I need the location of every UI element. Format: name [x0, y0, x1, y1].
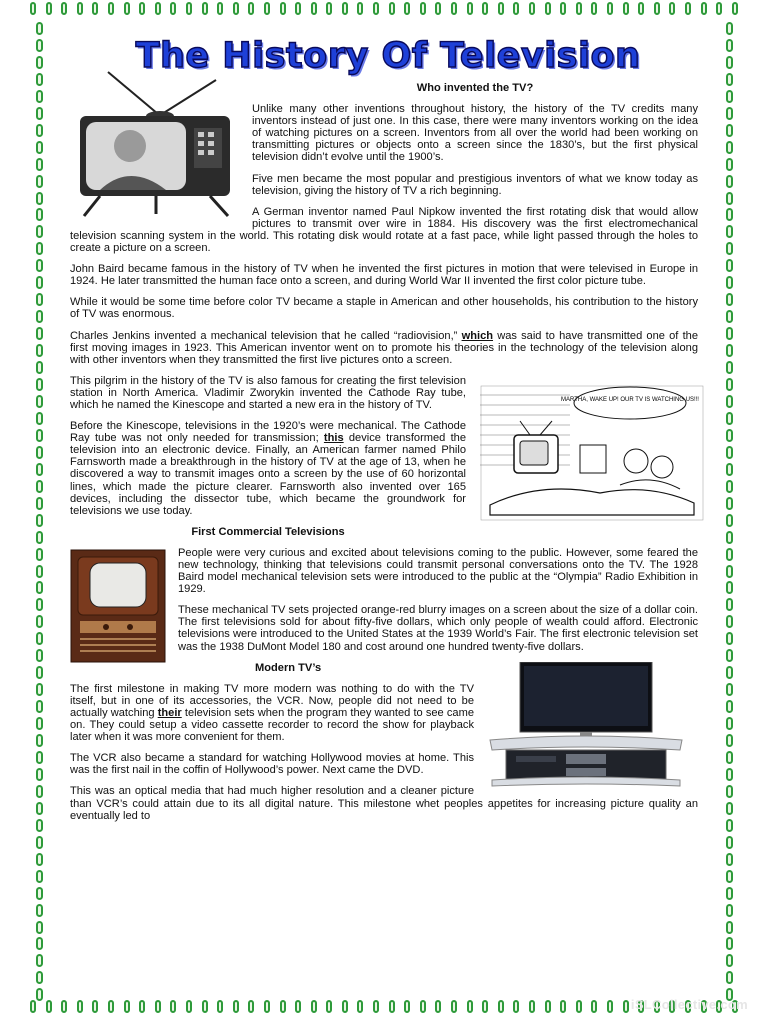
border-clip [36, 581, 43, 594]
border-clip [726, 937, 733, 950]
border-clip [170, 1000, 176, 1013]
border-clip [36, 548, 43, 561]
border-clip [295, 2, 301, 15]
cartoon-speech-text: MARTHA, WAKE UP! OUR TV IS WATCHING US!!! [561, 396, 699, 403]
paragraph: The VCR also became a standard for watching Hollywood movies at home. This was the first nail in the coffin of Hollywood’s power. Next came the DVD. [70, 752, 474, 777]
border-clip [726, 73, 733, 86]
border-clip [36, 56, 43, 69]
border-clip [726, 802, 733, 815]
border-clip [264, 2, 270, 15]
border-clip [726, 192, 733, 205]
border-clip [467, 2, 473, 15]
right-border [726, 22, 740, 1002]
border-clip [638, 2, 644, 15]
border-clip [36, 870, 43, 883]
border-clip [36, 463, 43, 476]
border-clip [36, 192, 43, 205]
border-clip [726, 836, 733, 849]
border-clip [726, 717, 733, 730]
border-clip [36, 514, 43, 527]
border-clip [498, 2, 504, 15]
border-clip [36, 853, 43, 866]
border-clip [170, 2, 176, 15]
border-clip [373, 2, 379, 15]
vintage-tv-image [70, 70, 240, 218]
border-clip [326, 2, 332, 15]
border-clip [726, 141, 733, 154]
border-clip [46, 2, 52, 15]
paragraph: These mechanical TV sets projected orange-red blurry images on a screen about the size of a dollar coin. The first televisions sold for about fifty-five dollars, which only people of wealth could afford. Electronic televisions were introduced to the United States at the 1939 World’s Fair. The first electronic television set was the 1938 DuMont Model 180 and cost around one hundred twenty-five dollars. [178, 604, 698, 653]
border-clip [529, 1000, 535, 1013]
border-clip [726, 700, 733, 713]
paragraph: While it would be some time before color TV became a staple in American and other households, his contribution to the history of TV was enormous. [70, 296, 698, 321]
border-clip [726, 56, 733, 69]
border-clip [36, 802, 43, 815]
border-clip [726, 887, 733, 900]
border-clip [108, 1000, 114, 1013]
border-clip [591, 2, 597, 15]
border-clip [202, 2, 208, 15]
border-clip [248, 1000, 254, 1013]
border-clip [623, 1000, 629, 1013]
border-clip [726, 361, 733, 374]
border-clip [155, 2, 161, 15]
paragraph: Before the Kinescope, televisions in the 1920’s were mechanical. The Cathode Ray tube was not only needed for transmission; this device transformed the television into an electronic device. Finally, an American farmer named Philo Farnsworth made a breakthrough in the history of TV at the age of 13, when he discovered a way to transmit images onto a screen by the use of 60 horizontal lines, which made the picture clearer. Farnsworth also invented over 165 devices, including the dissector tube, which became the groundwork for televisions we use today. [70, 420, 467, 517]
border-clip [36, 124, 43, 137]
border-clip [482, 1000, 488, 1013]
border-clip [36, 73, 43, 86]
border-clip [726, 819, 733, 832]
border-clip [248, 2, 254, 15]
border-clip [36, 158, 43, 171]
border-clip [726, 649, 733, 662]
border-clip [36, 632, 43, 645]
border-clip [36, 988, 43, 1001]
border-clip [513, 2, 519, 15]
paragraph: Five men became the most popular and prestigious inventors of what we know today as television, giving the history of TV a rich beginning. [252, 172, 698, 197]
border-clip [435, 1000, 441, 1013]
border-clip [726, 22, 733, 35]
wooden-tv-image [70, 549, 166, 663]
border-clip [92, 2, 98, 15]
border-clip [311, 1000, 317, 1013]
border-clip [451, 1000, 457, 1013]
border-clip [36, 141, 43, 154]
border-clip [36, 751, 43, 764]
border-clip [202, 1000, 208, 1013]
border-clip [420, 2, 426, 15]
border-clip [36, 344, 43, 357]
border-clip [233, 1000, 239, 1013]
paragraph: The first milestone in making TV more modern was nothing to do with the TV itself, but in one of its accessories, the VCR. Now, people did not need to be actually watching their television sets when the program they wanted to see came on. They could setup a video cassette recorder to record the show for playback later when it was more convenient for them. [70, 682, 474, 744]
border-clip [124, 2, 130, 15]
border-clip [591, 1000, 597, 1013]
border-clip [36, 327, 43, 340]
border-clip [389, 2, 395, 15]
border-clip [280, 2, 286, 15]
border-clip [36, 310, 43, 323]
border-clip [726, 259, 733, 272]
paragraph: This was an optical media that had much higher resolution and a cleaner picture than VCR’s could attain due to its all digital nature. This milestone whet peoples appetites for increasing picture quality an eventually led to [70, 785, 698, 822]
left-border [36, 22, 50, 1002]
border-clip [357, 1000, 363, 1013]
border-clip [77, 2, 83, 15]
border-clip [726, 853, 733, 866]
border-clip [560, 1000, 566, 1013]
border-clip [139, 2, 145, 15]
border-clip [233, 2, 239, 15]
border-clip [732, 2, 738, 15]
border-clip [726, 921, 733, 934]
border-clip [342, 1000, 348, 1013]
border-clip [36, 429, 43, 442]
border-clip [726, 90, 733, 103]
border-clip [726, 904, 733, 917]
border-clip [36, 22, 43, 35]
border-clip [726, 581, 733, 594]
border-clip [726, 954, 733, 967]
border-clip [726, 310, 733, 323]
border-clip [529, 2, 535, 15]
border-clip [295, 1000, 301, 1013]
border-clip [36, 615, 43, 628]
border-clip [545, 1000, 551, 1013]
border-clip [36, 107, 43, 120]
border-clip [576, 1000, 582, 1013]
top-border [30, 2, 738, 20]
border-clip [726, 971, 733, 984]
border-clip [36, 921, 43, 934]
border-clip [36, 361, 43, 374]
border-clip [716, 2, 722, 15]
border-clip [36, 717, 43, 730]
border-clip [726, 666, 733, 679]
border-clip [607, 2, 613, 15]
border-clip [726, 463, 733, 476]
paragraph: This pilgrim in the history of the TV is also famous for creating the first television station in North America. Vladimir Zworykin invented the Cathode Ray tube, which he named the Kinescope and started a new era in the history of TV. [70, 374, 466, 411]
border-clip [139, 1000, 145, 1013]
border-clip [726, 175, 733, 188]
border-clip [726, 327, 733, 340]
border-clip [726, 208, 733, 221]
border-clip [280, 1000, 286, 1013]
border-clip [726, 768, 733, 781]
border-clip [36, 937, 43, 950]
border-clip [404, 1000, 410, 1013]
border-clip [36, 90, 43, 103]
border-clip [36, 378, 43, 391]
border-clip [373, 1000, 379, 1013]
border-clip [726, 734, 733, 747]
border-clip [726, 632, 733, 645]
border-clip [726, 225, 733, 238]
border-clip [726, 548, 733, 561]
border-clip [420, 1000, 426, 1013]
page-title: The History Of Television [135, 36, 641, 76]
border-clip [217, 2, 223, 15]
border-clip [186, 1000, 192, 1013]
border-clip [36, 531, 43, 544]
border-clip [726, 480, 733, 493]
paragraph: Unlike many other inventions throughout history, the history of the TV credits many inventors instead of just one. In this case, there were many inventors working on the idea of watching pictures on a screen. Inventors from all over the world had been working on transmitting pictures or objects onto a screen since the 1830’s, but the first physical television didn’t evolve until the 1900’s. [252, 103, 698, 164]
border-clip [498, 1000, 504, 1013]
border-clip [36, 836, 43, 849]
border-clip [36, 734, 43, 747]
border-clip [36, 480, 43, 493]
border-clip [482, 2, 488, 15]
border-clip [726, 446, 733, 459]
border-clip [726, 531, 733, 544]
border-clip [155, 1000, 161, 1013]
border-clip [92, 1000, 98, 1013]
border-clip [36, 565, 43, 578]
border-clip [726, 497, 733, 510]
border-clip [36, 446, 43, 459]
border-clip [726, 785, 733, 798]
border-clip [726, 378, 733, 391]
border-clip [726, 276, 733, 289]
cartoon-image [480, 385, 704, 521]
border-clip [701, 2, 707, 15]
border-clip [726, 598, 733, 611]
border-clip [36, 819, 43, 832]
border-clip [36, 666, 43, 679]
border-clip [545, 2, 551, 15]
border-clip [726, 412, 733, 425]
border-clip [124, 1000, 130, 1013]
border-clip [404, 2, 410, 15]
border-clip [513, 1000, 519, 1013]
paragraph: A German inventor named Paul Nipkow invented the first rotating disk that would allow pictures to transmit over wire in 1884. His discovery was the first electromechanical television scanning system in the world. This rotating disk would rotate at a fast pace, while light passed through the holes to create a picture on a screen. [70, 205, 698, 255]
border-clip [389, 1000, 395, 1013]
border-clip [36, 259, 43, 272]
border-clip [36, 395, 43, 408]
border-clip [36, 175, 43, 188]
border-clip [36, 497, 43, 510]
paragraph: Charles Jenkins invented a mechanical television that he called “radiovision,” which was said to have transmitted one of the first moving images in 1923. This American inventor went on to promote his theories in the technology of the television along with other inventors when they transmitted the first live pictures onto a screen. [70, 329, 698, 366]
border-clip [30, 2, 36, 15]
border-clip [726, 870, 733, 883]
border-clip [36, 785, 43, 798]
border-clip [342, 2, 348, 15]
border-clip [217, 1000, 223, 1013]
heading-who-invented: Who invented the TV? [416, 82, 534, 94]
border-clip [36, 700, 43, 713]
border-clip [326, 1000, 332, 1013]
border-clip [36, 768, 43, 781]
border-clip [36, 208, 43, 221]
heading-first-commercial: First Commercial Televisions [191, 525, 345, 538]
border-clip [726, 242, 733, 255]
border-clip [726, 429, 733, 442]
border-clip [726, 293, 733, 306]
border-clip [264, 1000, 270, 1013]
border-clip [726, 395, 733, 408]
border-clip [36, 276, 43, 289]
border-clip [108, 2, 114, 15]
paragraph: People were very curious and excited about televisions coming to the public. However, some feared the new technology, thinking that televisions could transmit personal conversations onto the TV. The 1928 Baird model mechanical television sets were introduced to the public at the “Olympia” Radio Exhibition in 1929. [178, 546, 698, 596]
border-clip [726, 107, 733, 120]
border-clip [726, 683, 733, 696]
border-clip [36, 225, 43, 238]
flatscreen-tv-image [486, 662, 686, 790]
border-clip [435, 2, 441, 15]
border-clip [560, 2, 566, 15]
heading-modern-tvs: Modern TV’s [255, 661, 322, 674]
border-clip [726, 158, 733, 171]
border-clip [467, 1000, 473, 1013]
border-clip [36, 39, 43, 52]
border-clip [36, 242, 43, 255]
article [70, 82, 698, 831]
border-clip [36, 412, 43, 425]
border-clip [36, 887, 43, 900]
border-clip [36, 683, 43, 696]
border-clip [357, 2, 363, 15]
border-clip [186, 2, 192, 15]
paragraph: John Baird became famous in the history of TV when he invented the first pictures in motion that were televised in Europe in 1924. He later transmitted the human face onto a screen, and during World War II invented the first color picture tube. [70, 263, 698, 288]
border-clip [61, 2, 67, 15]
border-clip [726, 124, 733, 137]
border-clip [669, 2, 675, 15]
border-clip [36, 904, 43, 917]
watermark: iSLCollective.com [630, 997, 748, 1012]
border-clip [607, 1000, 613, 1013]
border-clip [726, 39, 733, 52]
border-clip [36, 598, 43, 611]
border-clip [685, 2, 691, 15]
border-clip [61, 1000, 67, 1013]
border-clip [726, 344, 733, 357]
border-clip [576, 2, 582, 15]
border-clip [36, 971, 43, 984]
border-clip [36, 293, 43, 306]
border-clip [726, 615, 733, 628]
border-clip [451, 2, 457, 15]
border-clip [726, 751, 733, 764]
border-clip [623, 2, 629, 15]
border-clip [726, 565, 733, 578]
border-clip [36, 649, 43, 662]
border-clip [36, 954, 43, 967]
border-clip [77, 1000, 83, 1013]
border-clip [654, 2, 660, 15]
border-clip [726, 514, 733, 527]
border-clip [311, 2, 317, 15]
